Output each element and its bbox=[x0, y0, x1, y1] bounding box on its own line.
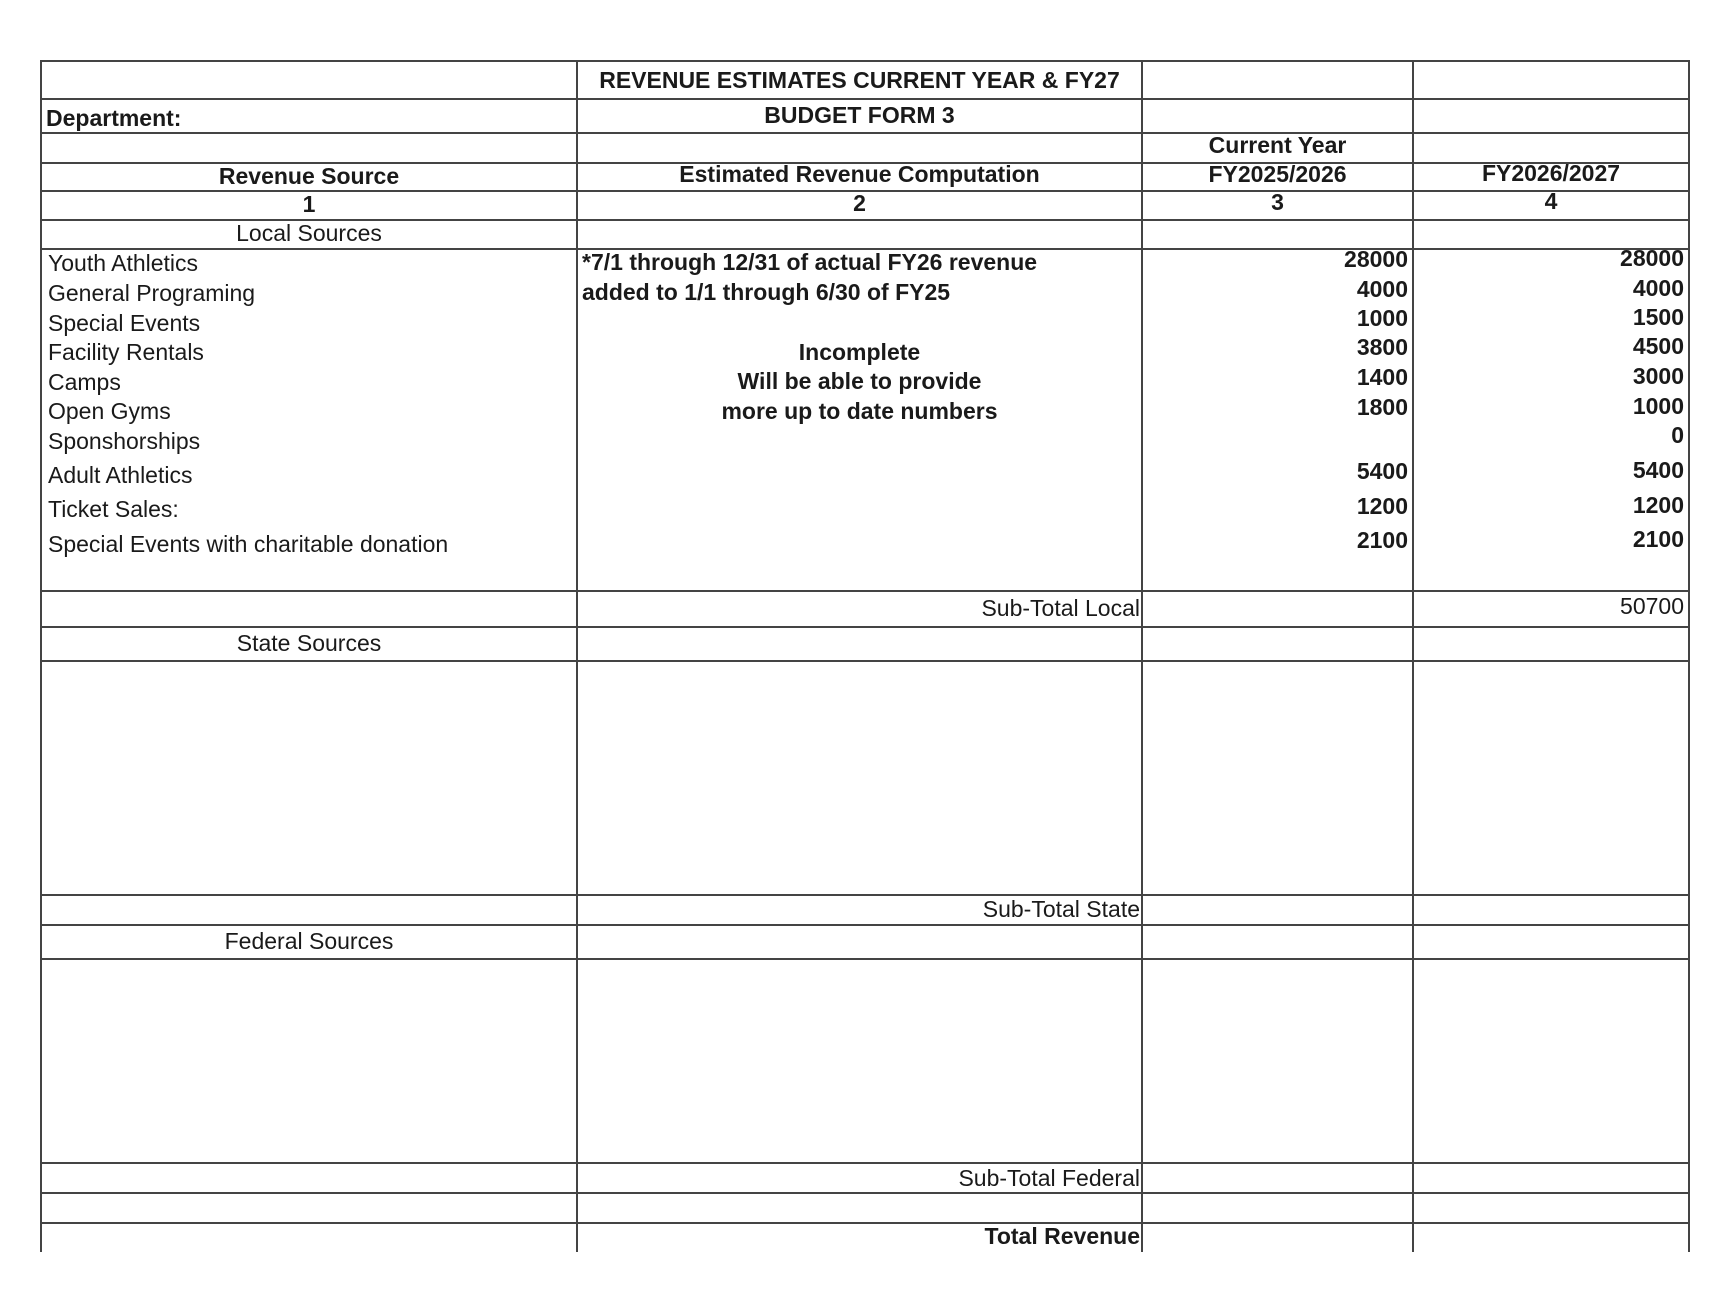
col3-header-line1: Current Year bbox=[1208, 132, 1347, 158]
local-row-source: Adult Athletics bbox=[48, 462, 193, 488]
row-line bbox=[42, 98, 1688, 100]
incomplete-note: Incomplete bbox=[798, 339, 921, 365]
local-row-next: 4500 bbox=[1632, 333, 1684, 359]
computation-note: *7/1 through 12/31 of actual FY26 revenue bbox=[582, 249, 1038, 275]
local-row-current: 1000 bbox=[1356, 305, 1408, 331]
local-row-current: 1800 bbox=[1356, 394, 1408, 420]
subtotal-state-label: Sub-Total State bbox=[982, 896, 1140, 922]
local-sources-label: Local Sources bbox=[236, 220, 382, 246]
local-row-source: Sponshorships bbox=[48, 428, 201, 454]
form-subtitle: BUDGET FORM 3 bbox=[764, 102, 955, 128]
local-row-current: 2100 bbox=[1356, 527, 1408, 553]
local-row-source: Ticket Sales: bbox=[48, 496, 179, 522]
col-divider-2 bbox=[1141, 62, 1143, 1252]
row-line bbox=[42, 132, 1688, 134]
col2-number: 2 bbox=[853, 190, 866, 216]
row-line bbox=[42, 1192, 1688, 1194]
local-row-source: Open Gyms bbox=[48, 398, 171, 424]
row-line bbox=[42, 1222, 1688, 1224]
row-line bbox=[42, 958, 1688, 960]
col2-header: Estimated Revenue Computation bbox=[679, 161, 1040, 187]
local-row-source: Camps bbox=[48, 369, 121, 395]
local-row-next: 1000 bbox=[1632, 393, 1684, 419]
col3-number: 3 bbox=[1271, 189, 1284, 215]
col1-number: 1 bbox=[302, 191, 316, 217]
local-row-source: Facility Rentals bbox=[48, 339, 204, 365]
local-row-next: 3000 bbox=[1632, 363, 1684, 389]
local-row-source: Youth Athletics bbox=[48, 250, 199, 276]
row-line bbox=[42, 894, 1688, 896]
subtotal-local-label: Sub-Total Local bbox=[981, 595, 1140, 621]
local-row-current: 1200 bbox=[1356, 493, 1408, 519]
local-row-current: 5400 bbox=[1356, 458, 1408, 484]
subtotal-local-value: 50700 bbox=[1620, 593, 1684, 619]
col4-number: 4 bbox=[1544, 188, 1558, 214]
local-row-next: 1500 bbox=[1632, 304, 1684, 330]
row-line bbox=[42, 590, 1688, 592]
row-line bbox=[42, 924, 1688, 926]
row-line bbox=[42, 1162, 1688, 1164]
local-row-next: 4000 bbox=[1632, 275, 1684, 301]
total-revenue-label: Total Revenue bbox=[984, 1223, 1140, 1249]
col3-header-line2: FY2025/2026 bbox=[1208, 161, 1347, 187]
col4-header: FY2026/2027 bbox=[1481, 160, 1621, 186]
col1-header: Revenue Source bbox=[218, 163, 400, 189]
col-divider-3 bbox=[1412, 62, 1414, 1252]
local-row-current: 3800 bbox=[1356, 334, 1408, 360]
local-row-source: Special Events bbox=[48, 310, 201, 336]
local-row-next: 28000 bbox=[1620, 245, 1684, 271]
local-row-source: General Programing bbox=[48, 280, 256, 306]
local-row-next: 1200 bbox=[1632, 492, 1684, 518]
local-row-source: Special Events with charitable donation bbox=[48, 531, 449, 557]
form-title: REVENUE ESTIMATES CURRENT YEAR & FY27 bbox=[599, 67, 1120, 93]
department-label: Department: bbox=[46, 105, 182, 131]
incomplete-note: more up to date numbers bbox=[721, 398, 998, 424]
incomplete-note: Will be able to provide bbox=[737, 368, 982, 394]
row-line bbox=[42, 626, 1688, 628]
local-row-current: 28000 bbox=[1344, 246, 1408, 272]
local-row-current: 1400 bbox=[1356, 364, 1408, 390]
local-row-current: 4000 bbox=[1356, 276, 1408, 302]
local-row-next: 0 bbox=[1671, 422, 1684, 448]
budget-form-table bbox=[40, 60, 1690, 1252]
local-row-next: 5400 bbox=[1632, 457, 1684, 483]
federal-sources-label: Federal Sources bbox=[224, 928, 394, 954]
state-sources-label: State Sources bbox=[236, 630, 382, 656]
computation-note: added to 1/1 through 6/30 of FY25 bbox=[582, 279, 951, 305]
local-row-next: 2100 bbox=[1632, 526, 1684, 552]
col-divider-1 bbox=[576, 62, 578, 1252]
row-line bbox=[42, 660, 1688, 662]
subtotal-federal-label: Sub-Total Federal bbox=[958, 1165, 1140, 1191]
